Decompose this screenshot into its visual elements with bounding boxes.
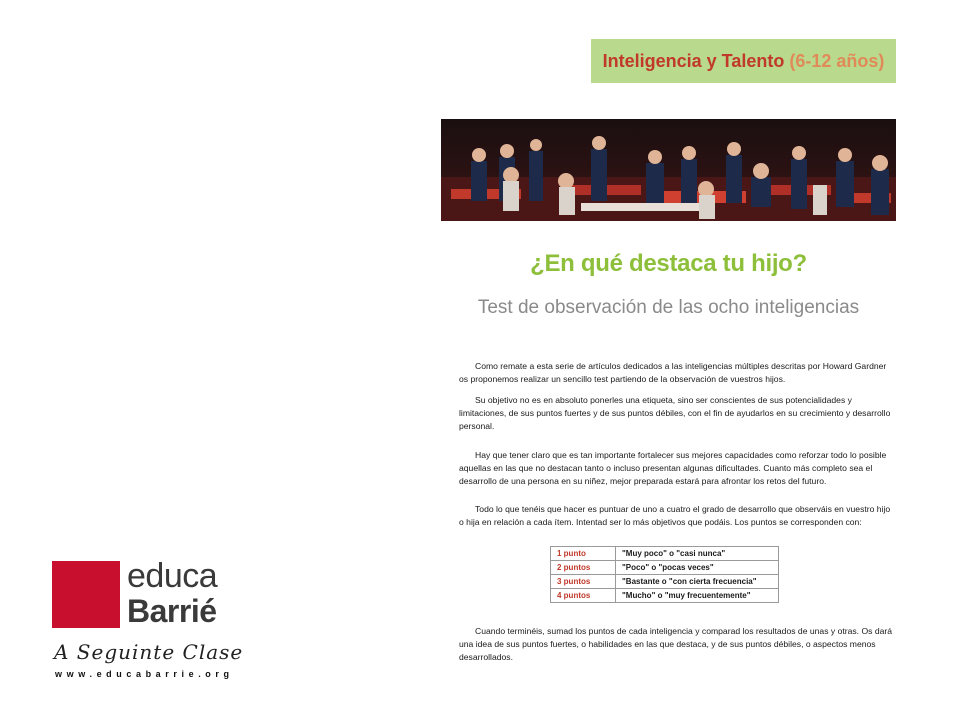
score-table (550, 546, 779, 603)
paragraph-objective: Su objetivo no es en absoluto ponerles una etiqueta, sino ser conscientes de sus potencialidades y limitaciones, de sus puntos fuertes y de sus puntos débiles, con el fin de ayudarlos en su crecimiento y desarrollo personal. (459, 395, 891, 431)
magazine-page (441, 38, 896, 678)
classroom-photo (441, 119, 896, 221)
logo-red-square (52, 561, 120, 628)
table-row (551, 561, 779, 575)
table-row (551, 547, 779, 561)
score-points: 1 punto (551, 547, 616, 561)
score-description: "Poco" o "pocas veces" (616, 561, 779, 575)
article-subtitle: Test de observación de las ocho inteligencias (477, 297, 860, 318)
banner-age: (6-12 años) (789, 50, 885, 71)
paragraph-intro: Como remate a esta serie de artículos dedicados a las inteligencias múltiples descritas por Howard Gardner os proponemos realizar un sencillo test partiendo de la observación de vuestros hijos. (459, 361, 887, 384)
paragraph-results: Cuando terminéis, sumad los puntos de cada inteligencia y comparad los resultados de unas y otras. Os dará una idea de sus puntos fuertes, o habilidades en las que destaca, y de sus puntos débiles, o aspectos menos desarrollados. (459, 626, 893, 662)
score-description: "Mucho" o "muy frecuentemente" (616, 589, 779, 603)
section-banner (591, 39, 896, 83)
score-points: 2 puntos (551, 561, 616, 575)
logo-text-educa: educa (127, 557, 218, 595)
article-title: ¿En qué destaca tu hijo? (530, 250, 807, 277)
paragraph-instructions: Todo lo que tenéis que hacer es puntuar de uno a cuatro el grado de desarrollo que observáis en vuestro hijo o hija en relación a cada ítem. Intentad ser lo más objetivos que podáis. Los puntos se corresponden con: (459, 504, 891, 527)
score-description: "Bastante o "con cierta frecuencia" (616, 575, 779, 589)
logo-slogan: A Seguinte Clase (54, 640, 244, 664)
table-row (551, 589, 779, 603)
score-points: 3 puntos (551, 575, 616, 589)
paragraph-capacities: Hay que tener claro que es tan importante fortalecer sus mejores capacidades como reforzar todo lo posible aquellas en las que no destacan tanto o incluso presentan algunas dificultades. Cuanto más completo sea el desarrollo de una persona en su niñez, mejor preparada estará para afrontar los retos del futuro. (459, 450, 887, 486)
logo-text-barrie: Barrié (127, 593, 217, 629)
score-points: 4 puntos (551, 589, 616, 603)
logo-url: www.educabarrie.org (55, 669, 234, 679)
score-description: "Muy poco" o "casi nunca" (616, 547, 779, 561)
educa-barrie-logo (52, 557, 244, 686)
table-row (551, 575, 779, 589)
banner-title: Inteligencia y Talento (602, 50, 785, 71)
